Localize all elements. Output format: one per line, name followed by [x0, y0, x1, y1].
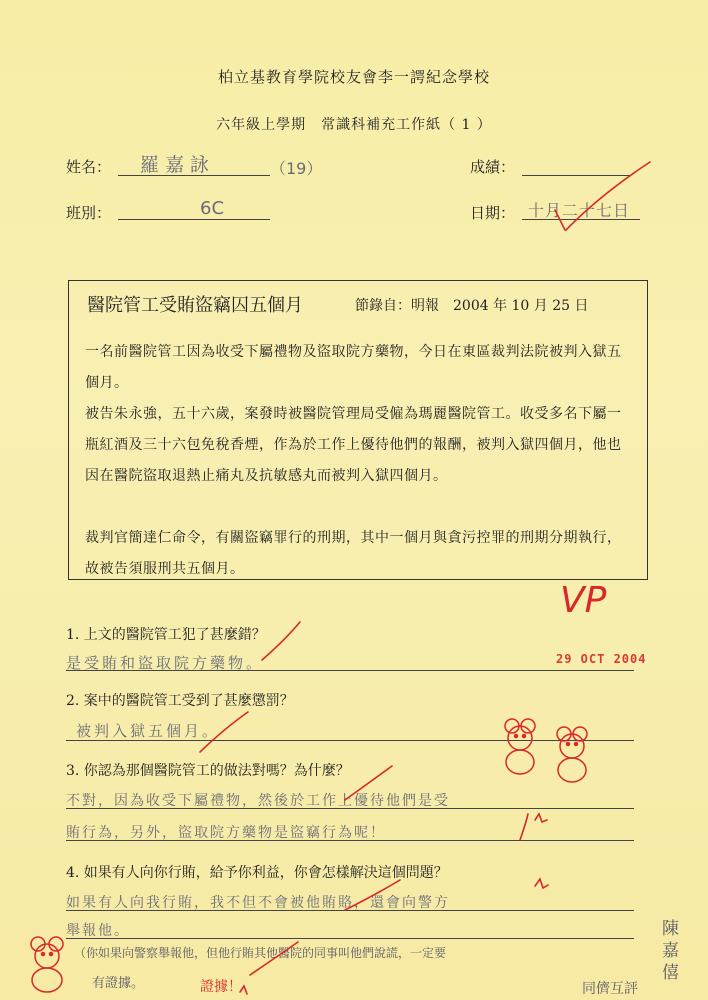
date-label: 日期： [470, 204, 516, 222]
reviewer-name: 陳嘉僖 [662, 919, 679, 983]
article-paragraph-1: 一名前醫院管工因為收受下屬禮物及盜取院方藥物，今日在東區裁判法院被判入獄五個月。 [85, 344, 622, 391]
answer-1-tick-mark [262, 622, 300, 660]
answer-4-tick-mark [345, 880, 400, 910]
article-title: 醫院管工受賄盜竊囚五個月 [87, 295, 303, 316]
answer-3-line-2: 賄行為，另外，盜取院方藥物是盜竊行為呢！ [66, 825, 386, 841]
comment-tick-mark [250, 942, 298, 975]
article-source: 節錄自：明報 2004 年 10 月 25 日 [355, 298, 589, 314]
name-label: 姓名： [66, 158, 112, 176]
date-value: 十月二十七日 [528, 201, 631, 220]
bear-stamp-3 [31, 937, 63, 992]
peer-comment-line-1: （你如果向警察舉報他，但他行賄其他醫院的同事叫他們說謊，一定要 [74, 946, 447, 960]
date-stamp: 29 OCT 2004 [556, 652, 647, 666]
question-1: 1. 上文的醫院管工犯了甚麼錯？ [66, 627, 266, 643]
class-value: 6C [200, 198, 225, 219]
date-tick-mark [555, 210, 565, 230]
peer-comment-line-2: 有證據。 [92, 976, 145, 991]
star-mark-1 [535, 814, 547, 822]
answer-3-underline-mark [520, 814, 528, 840]
name-value: 羅嘉詠 [140, 154, 216, 176]
answer-1: 是受賄和盜取院方藥物。 [66, 654, 265, 672]
class-label: 班別： [66, 204, 112, 222]
answer-2-tick-mark [200, 712, 248, 752]
score-label: 成績： [470, 158, 516, 176]
article-paragraph-2: 被告朱永強，五十六歲，案發時被醫院管理局受僱為瑪麗醫院管工。收受多名下屬一瓶紅酒及三十六包免稅香煙，作為於工作上優待他們的報酬，被判入獄四個月，他也因在醫院盜取退熱止痛丸及抗敏感丸而被判入獄四個月。 [85, 406, 622, 484]
question-4: 4. 如果有人向你行賄，給予你利益，你會怎樣解決這個問題？ [66, 865, 448, 881]
sheet-title: 六年級上學期 常識科補充工作紙（ 1 ） [216, 117, 492, 133]
teacher-comment-evidence: 證據！ [200, 979, 242, 995]
question-3: 3. 你認為那個醫院管工的做法對嗎？為什麼？ [66, 763, 350, 779]
article-paragraph-3: 裁判官簡達仁命令，有關盜竊罪行的刑期，其中一個月與貪污控罪的刑期分期執行，故被告須服刑共五個月。 [85, 530, 622, 577]
bear-stamp-1 [505, 719, 535, 774]
question-2: 2. 案中的醫院管工受到了甚麼懲罰？ [66, 693, 294, 709]
answer-4-line-2: 舉報他。 [66, 923, 130, 939]
answer-3-tick-mark [345, 766, 392, 800]
teacher-initials: VP [560, 580, 607, 621]
star-mark-3 [240, 986, 247, 994]
answer-3-line-1: 不對，因為收受下屬禮物，然後於工作上優待他們是受 [66, 793, 450, 809]
star-mark-2 [535, 879, 548, 888]
peer-review-label: 同儕互評 [582, 981, 638, 997]
answer-4-line-1: 如果有人向我行賄，我不但不會被他賄賂，還會向警方 [66, 895, 450, 911]
answer-2: 被判入獄五個月。 [76, 722, 221, 740]
school-name: 柏立基教育學院校友會李一諤紀念學校 [217, 68, 490, 86]
student-number: （19） [270, 159, 323, 178]
score-tick-mark [566, 162, 650, 230]
bear-stamp-2 [557, 727, 587, 782]
